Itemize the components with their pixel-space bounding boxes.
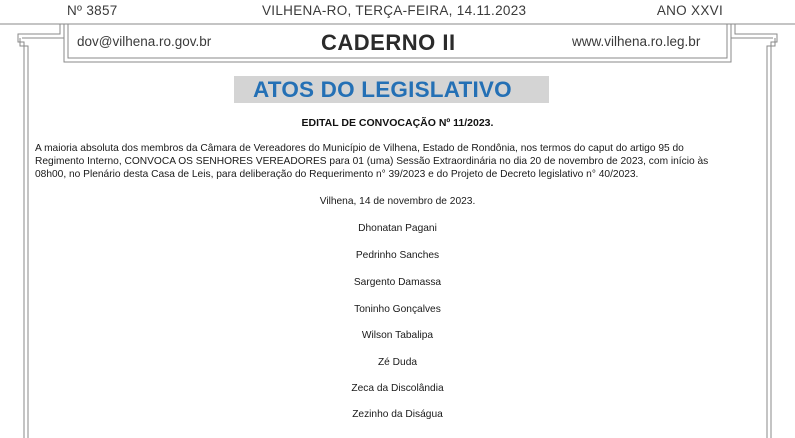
section-title: CADERNO II	[321, 30, 456, 55]
paragraph-line: 08h00, no Plenário desta Casa de Leis, para deliberação do Requerimento n° 39/2023 e do Projeto de Decreto legislativo n° 40/2023.	[35, 169, 639, 181]
signatory: Dhonatan Pagani	[358, 223, 437, 234]
masthead-top	[67, 3, 723, 21]
signatory: Pedrinho Sanches	[355, 250, 440, 261]
document-heading: EDITAL DE CONVOCAÇÃO Nº 11/2023.	[301, 117, 494, 129]
paragraph-line: Regimento Interno, CONVOCA OS SENHORES VEREADORES para 01 (uma) Sessão Extraordinária no dia 20 de novembro de 2023, com início às	[35, 156, 709, 168]
website-link[interactable]: www.vilhena.ro.leg.br	[572, 34, 701, 49]
signatory: Wilson Tabalipa	[361, 330, 434, 341]
issue-number: Nº 3857	[67, 3, 118, 18]
signatory: Zé Duda	[377, 357, 418, 368]
contact-email[interactable]: dov@vilhena.ro.gov.br	[77, 34, 212, 49]
edition-year: ANO XXVI	[656, 3, 723, 18]
paragraph-line: A maioria absoluta dos membros da Câmara de Vereadores do Município de Vilhena, Estado de Rondônia, nos termos do caput do artigo 95 do	[35, 143, 684, 154]
masthead-row	[0, 30, 795, 60]
signatory: Sargento Damassa	[353, 277, 442, 288]
banner-title: ATOS DO LEGISLATIVO	[253, 77, 512, 102]
document-body	[35, 142, 755, 182]
signatory: Zezinho da Diságua	[352, 409, 443, 420]
signatory: Toninho Gonçalves	[354, 304, 441, 315]
edition-date: VILHENA-RO, TERÇA-FEIRA, 14.11.2023	[262, 3, 527, 18]
signatory: Zeca da Discolândia	[351, 383, 444, 394]
place-date: Vilhena, 14 de novembro de 2023.	[319, 196, 476, 207]
